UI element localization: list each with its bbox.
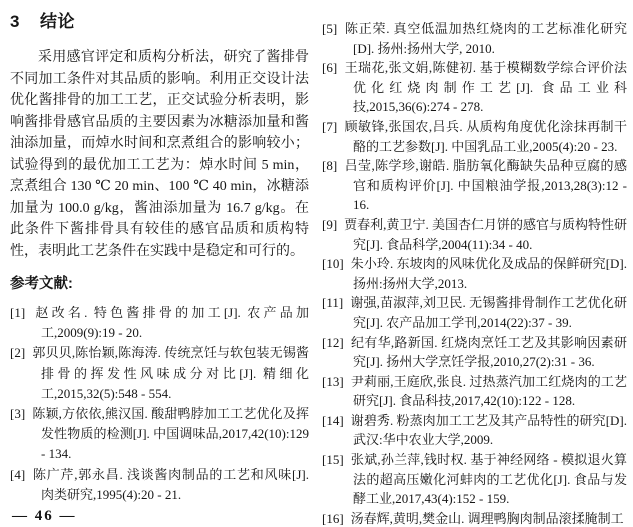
reference-item	[322, 254, 627, 293]
reference-text: 尹莉丽,王庭欣,张良. 过热蒸汽加工红烧肉的工艺研究[J]. 食品科技,2017,42(10):122 - 128.	[350, 373, 627, 409]
reference-text: 朱小玲. 东坡肉的风味优化及成品的保鲜研究[D]. 扬州:扬州大学,2013.	[350, 256, 627, 291]
reference-text: 王瑞花,张文娟,陈健初. 基于模糊数学综合评价法优化红烧肉制作工艺[J]. 食品工业科技,2015,36(6):274 - 278.	[344, 60, 627, 115]
reference-text: 赵改名. 特色酱排骨的加工[J]. 农产品加工,2009(9):19 - 20.	[32, 305, 309, 341]
section-number: 3	[10, 12, 20, 31]
reference-number: [6]	[322, 60, 338, 76]
reference-number: [14]	[322, 412, 344, 428]
reference-number: [1]	[10, 305, 26, 320]
reference-item	[322, 58, 627, 117]
references-heading: 参考文献:	[10, 276, 73, 292]
reference-item	[322, 411, 627, 450]
right-column	[322, 8, 627, 527]
reference-number: [2]	[10, 345, 26, 361]
reference-item	[322, 293, 627, 332]
conclusion-paragraph: 采用感官评定和质构分析法，研究了酱排骨不同加工条件对其品质的影响。利用正交设计法优化酱排骨的加工工艺，正交试验分析表明，影响酱排骨感官品质的主要因素为冰糖添加量和酱油添加量，而焯水时间和烹煮组合的影响较小；试验得到的最优加工工艺为：焯水时间 5 min，烹煮组合 130 ℃ 20 min、100 ℃ 40 min，冰糖添加量为 100.0 g/kg，酱油添加量为 16.7 g/kg。在此条件下酱排骨具有较佳的感官品质和质构特性，表明此工艺条件在实践中是稳定和可行的。	[10, 50, 309, 259]
reference-text: 顾敏锋,张国农,吕兵. 从质构角度优化涂抹再制干酪的工艺参数[J]. 中国乳品工业,2005(4):20 - 23.	[344, 118, 627, 154]
reference-item	[322, 117, 627, 156]
reference-number: [12]	[322, 334, 344, 350]
reference-number: [5]	[322, 21, 338, 36]
left-column	[10, 8, 309, 527]
reference-number: [9]	[322, 216, 338, 232]
reference-item	[10, 303, 309, 343]
reference-list-left	[10, 303, 309, 505]
reference-text: 陈广芹,郭永昌. 浅谈酱肉制品的工艺和风味[J]. 肉类研究,1995(4):20 - 21.	[32, 466, 309, 502]
reference-item	[322, 450, 627, 509]
reference-text: 谢强,苗淑萍,刘卫民. 无锡酱排骨制作工艺优化研究[J]. 农产品加工学刊,2014(22):37 - 39.	[350, 295, 627, 330]
reference-number: [4]	[10, 466, 26, 482]
reference-item	[322, 509, 627, 527]
reference-list-right	[322, 19, 627, 527]
reference-item	[10, 404, 309, 465]
reference-item	[322, 19, 627, 58]
reference-number: [16]	[322, 510, 344, 526]
reference-item	[322, 372, 627, 411]
reference-item	[10, 343, 309, 404]
reference-text: 贾春利,黄卫宁. 美国杏仁月饼的感官与质构特性研究[J]. 食品科学,2004(11):34 - 40.	[344, 216, 627, 252]
reference-number: [13]	[322, 373, 344, 389]
reference-number: [8]	[322, 158, 338, 174]
section-title: 结论	[39, 12, 75, 31]
reference-number: [10]	[322, 256, 344, 272]
reference-item	[10, 465, 309, 505]
reference-number: [11]	[322, 295, 344, 311]
reference-text: 汤春辉,黄明,樊金山. 调理鸭胸肉制品滚揉腌制工	[350, 510, 624, 526]
reference-number: [3]	[10, 406, 26, 422]
reference-text: 陈颖,方依依,熊汉国. 酸甜鸭脖加工工艺优化及挥发性物质的检测[J]. 中国调味品,2017,42(10):129 - 134.	[32, 406, 309, 462]
reference-text: 陈正荣. 真空低温加热红烧肉的工艺标准化研究[D]. 扬州:扬州大学, 2010.	[344, 21, 627, 56]
reference-text: 纪有华,路新国. 红烧肉烹饪工艺及其影响因素研究[J]. 扬州大学烹饪学报,2010,27(2):31 - 36.	[350, 334, 627, 370]
reference-number: [15]	[322, 452, 344, 468]
page-number: — 46 —	[12, 508, 77, 525]
reference-item	[322, 333, 627, 372]
section-heading	[10, 10, 309, 34]
reference-item	[322, 215, 627, 254]
reference-number: [7]	[322, 118, 338, 134]
reference-text: 张斌,孙兰萍,钱时权. 基于神经网络 - 模拟退火算法的超高压嫩化河蚌肉的工艺优化[J]. 食品与发酵工业,2017,43(4):152 - 159.	[350, 452, 627, 507]
reference-text: 谢碧秀. 粉蒸肉加工工艺及其产品特性的研究[D]. 武汉:华中农业大学,2009.	[350, 412, 627, 448]
reference-item	[322, 156, 627, 215]
reference-text: 郭贝贝,陈怡颖,陈海涛. 传统烹饪与软包装无锡酱排骨的挥发性风味成分对比[J]. 精细化工,2015,32(5):548 - 554.	[32, 345, 309, 401]
reference-text: 吕莹,陈学珍,谢皓. 脂肪氧化酶缺失品种豆腐的感官和质构评价[J]. 中国粮油学报,2013,28(3):12 - 16.	[344, 158, 627, 213]
